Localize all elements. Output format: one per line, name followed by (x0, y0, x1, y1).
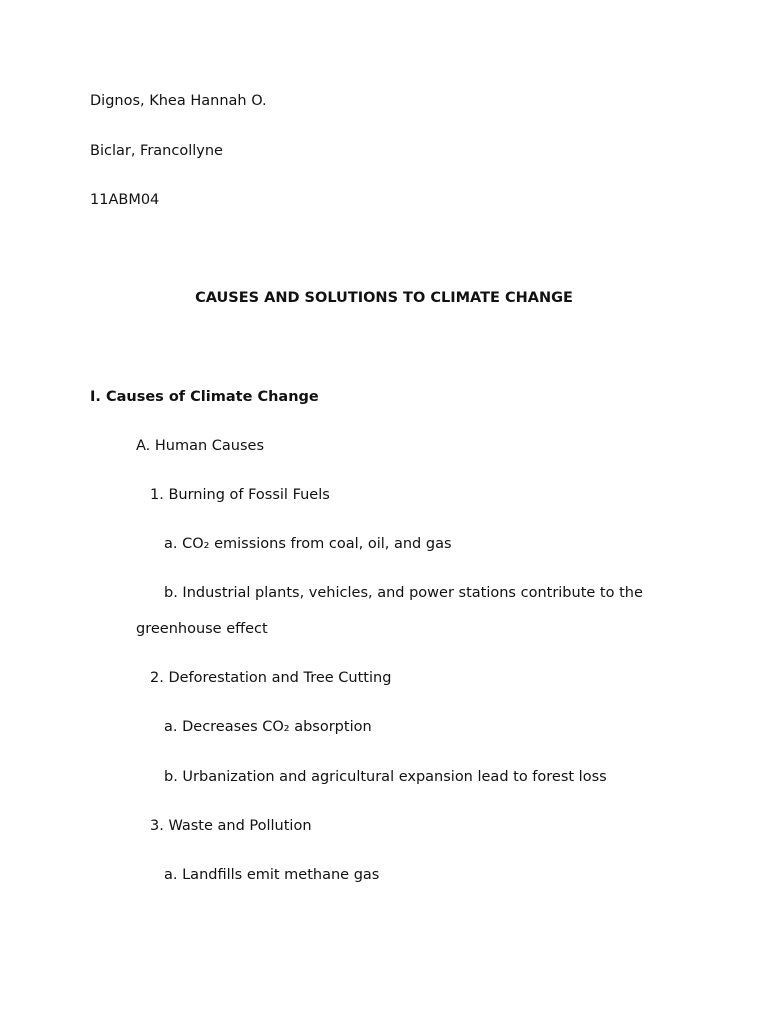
outline-subheading-a: A. Human Causes (136, 438, 265, 454)
outline-item-2: 2. Deforestation and Tree Cutting (150, 670, 392, 686)
outline-heading: I. Causes of Climate Change (90, 389, 319, 405)
outline-item-1b-continued: greenhouse effect (136, 621, 268, 637)
outline-item-2a: a. Decreases CO₂ absorption (164, 719, 372, 735)
outline-item-2b: b. Urbanization and agricultural expansion lead to forest loss (164, 769, 607, 785)
outline-item-3: 3. Waste and Pollution (150, 818, 312, 834)
document-title: CAUSES AND SOLUTIONS TO CLIMATE CHANGE (195, 290, 573, 306)
author-name-2: Biclar, Francollyne (90, 143, 223, 159)
outline-item-3a: a. Landfills emit methane gas (164, 867, 380, 883)
section-label: 11ABM04 (90, 192, 160, 208)
author-name-1: Dignos, Khea Hannah O. (90, 93, 267, 109)
outline-item-1a: a. CO₂ emissions from coal, oil, and gas (164, 536, 452, 552)
outline-item-1: 1. Burning of Fossil Fuels (150, 487, 330, 503)
outline-item-1b: b. Industrial plants, vehicles, and power stations contribute to the (164, 585, 643, 601)
